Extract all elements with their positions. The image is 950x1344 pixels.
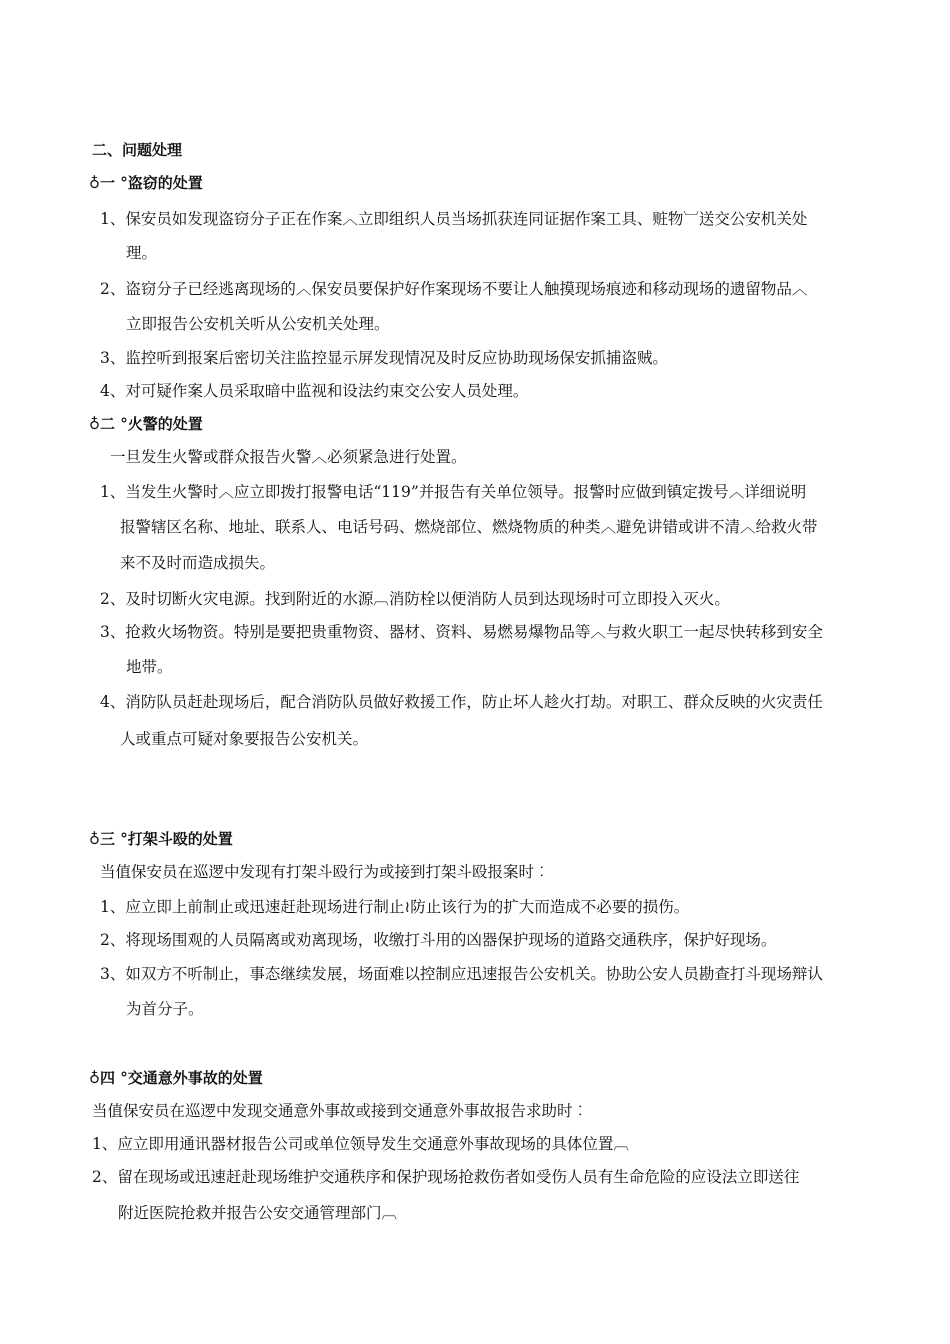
theft-item-2 [100,279,807,299]
traffic-intro: 当值保安员在巡逻中发现交通意外事故或接到交通意外事故报告求助时︰ [92,1102,589,1120]
item-number: 1、 [100,898,126,916]
fire-item-1-line-2: 报警辖区名称、地址、联系人、电话号码、燃烧部位、燃烧物质的种类︿避免讲错或讲不清︿给救火带 [120,518,818,536]
item-number: 3、 [100,349,126,367]
section-title: 二、问题处理 [92,141,183,159]
theft-item-2-cont: 立即报告公安机关听从公安机关处理。 [126,315,390,333]
item-text: 应立即上前制止或迅速赶赴现场进行制止≀防止该行为的扩大而造成不必要的损伤。 [125,898,690,916]
fight-item-1 [100,897,689,917]
fire-item-4-line-2: 人或重点可疑对象要报告公安机关。 [120,730,369,748]
theft-item-3 [100,348,668,368]
item-number: 1、 [92,1135,118,1153]
item-text: 如双方不听制止，事态继续发展，场面难以控制应迅速报告公安机关。协助公安人员勘查打斗现场辩认 [125,965,823,983]
fire-item-3-line-2: 地带。 [126,658,173,676]
item-text: 应立即用通讯器材报告公司或单位领导发生交通意外事故现场的具体位置︹ [117,1135,629,1153]
item-text: 将现场围观的人员隔离或劝离现场，收缴打斗用的凶器保护现场的道路交通秩序，保护好现场。 [125,931,777,949]
fire-item-4 [100,692,823,712]
fire-heading [89,414,203,434]
fight-intro: 当值保安员在巡逻中发现有打架斗殴行为或接到打架斗殴报案时︰ [100,863,550,881]
traffic-heading [89,1068,263,1088]
item-text: 盗窃分子已经逃离现场的︿保安员要保护好作案现场不要让人触摸现场痕迹和移动现场的遗留物品︿ [125,280,808,298]
item-number: 4、 [100,382,126,400]
traffic-item-2 [92,1167,799,1187]
item-number: 2、 [100,590,126,608]
item-text: 抢救火场物资。特别是要把贵重物资、器材、资料、易燃易爆物品等︿与救火职工一起尽快转移到安全 [125,623,823,641]
traffic-item-2-line-2: 附近医院抢救并报告公安交通管理部门︹ [118,1204,398,1222]
item-text: 保安员如发现盗窃分子正在作案︿立即组织人员当场抓获连同证据作案工具、赃物︺送交公安机关处 [125,210,808,228]
item-text: 监控听到报案后密切关注监控显示屏发现情况及时反应协助现场保安抓捕盗贼。 [125,349,668,367]
drop-marker-icon: ♁ [89,1069,100,1087]
item-number: 1、 [100,483,126,501]
item-number: 2、 [92,1168,118,1186]
item-number: 2、 [100,931,126,949]
item-text: 留在现场或迅速赶赴现场维护交通秩序和保护现场抢救伤者如受伤人员有生命危险的应设法立即送往 [117,1168,800,1186]
theft-item-4 [100,381,528,401]
theft-item-1 [100,209,807,229]
fight-item-2 [100,930,776,950]
traffic-heading-text: 四 °交通意外事故的处置 [100,1069,263,1087]
drop-marker-icon: ♁ [89,830,100,848]
theft-heading-text: 一 °盗窃的处置 [100,174,203,192]
drop-marker-icon: ♁ [89,415,100,433]
item-number: 1、 [100,210,126,228]
fire-item-1 [100,482,806,502]
item-text: 对可疑作案人员采取暗中监视和设法约束交公安人员处理。 [125,382,529,400]
traffic-item-1 [92,1134,629,1154]
item-number: 3、 [100,623,126,641]
drop-marker-icon: ♁ [89,174,100,192]
item-number: 3、 [100,965,126,983]
fire-item-2 [100,589,730,609]
item-text: 消防队员赶赴现场后，配合消防队员做好救援工作，防止坏人趁火打劫。对职工、群众反映的火灾责任 [125,693,823,711]
fight-item-3 [100,964,823,984]
item-text: 当发生火警时︿应立即拨打报警电话“119”并报告有关单位领导。报警时应做到镇定拨号︿详细说明 [125,483,807,501]
theft-heading [89,173,203,193]
fight-item-3-line-2: 为首分子。 [126,1000,204,1018]
fire-heading-text: 二 °火警的处置 [100,415,203,433]
fight-heading [89,829,233,849]
item-text: 及时切断火灾电源。找到附近的水源︹消防栓以便消防人员到达现场时可立即投入灭火。 [125,590,730,608]
fire-intro: 一旦发生火警或群众报告火警︿必须紧急进行处置。 [110,448,467,466]
item-number: 2、 [100,280,126,298]
theft-item-1-cont: 理。 [126,244,158,262]
item-number: 4、 [100,693,126,711]
fight-heading-text: 三 °打架斗殴的处置 [100,830,233,848]
fire-item-1-line-3: 来不及时而造成损失。 [120,554,276,572]
fire-item-3 [100,622,823,642]
